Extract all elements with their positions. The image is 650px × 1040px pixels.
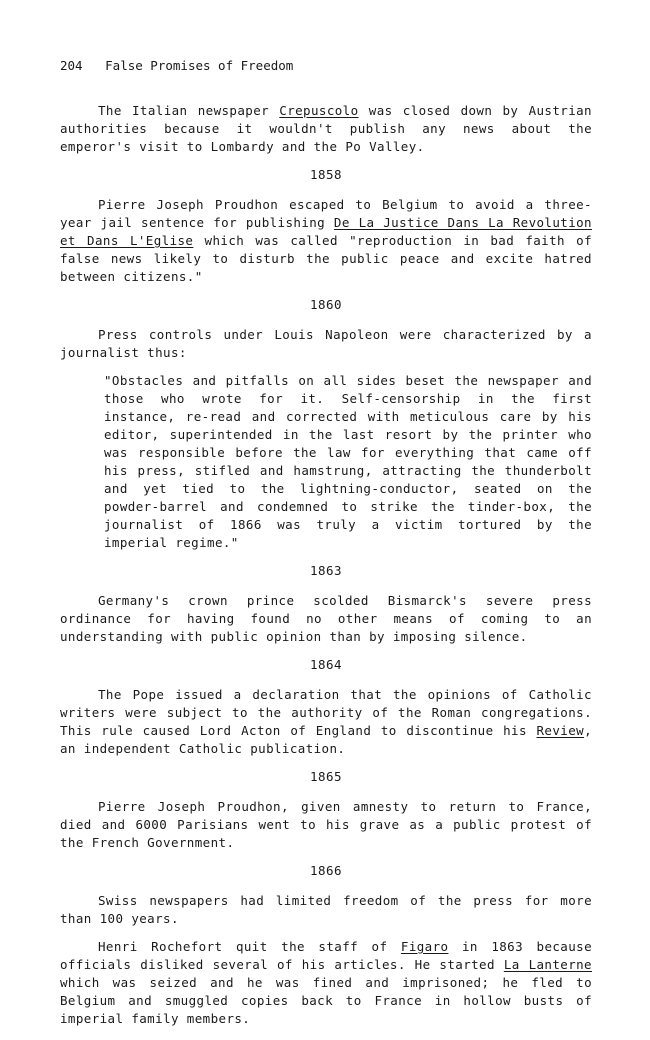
document-page bbox=[60, 57, 592, 1038]
year-heading: 1865 bbox=[309, 769, 343, 784]
paragraph bbox=[60, 196, 592, 286]
paragraph bbox=[60, 892, 592, 928]
text-run: Henri Rochefort quit the staff of bbox=[98, 939, 401, 954]
text-run: Pierre Joseph Proudhon escaped to Belgium to avoid a three-year jail sentence for publishing bbox=[60, 197, 592, 230]
year-heading: 1863 bbox=[309, 563, 343, 578]
running-head bbox=[60, 57, 592, 75]
underlined-title: Review bbox=[536, 723, 585, 738]
underlined-title: La Lanterne bbox=[503, 957, 592, 972]
paragraph bbox=[60, 102, 592, 156]
document-body bbox=[60, 102, 592, 1028]
text-run: in 1863 because officials disliked several of his articles. He started bbox=[60, 939, 592, 972]
text-run: "Obstacles and pitfalls on all sides beset the newspaper and those who wrote for it. Self-censorship in the first instance, re-read and corrected with meticulous care by his editor, superintended in the last resort by the printer who was responsible before the law for everything that came off his press, stifled and hamstrung, attracting the thunderbolt and yet tied to the lightning-conductor, seated on the powder-barrel and condemned to strike the tinder-box, the journalist of 1866 was truly a victim tortured by the imperial regime." bbox=[104, 373, 592, 550]
text-run: The Italian newspaper bbox=[98, 103, 280, 118]
text-run: Press controls under Louis Napoleon were characterized by a journalist thus: bbox=[60, 327, 592, 360]
text-run: which was called "reproduction in bad faith of false news likely to disturb the public peace and excite hatred between citizens." bbox=[60, 233, 593, 284]
year-heading: 1860 bbox=[309, 297, 343, 312]
paragraph bbox=[60, 686, 592, 758]
year-heading: 1866 bbox=[309, 863, 343, 878]
text-run: which was seized and he was fined and imprisoned; he fled to Belgium and smuggled copies back to France in hollow busts of imperial family members. bbox=[60, 975, 592, 1026]
underlined-title: Figaro bbox=[400, 939, 449, 954]
year-heading: 1864 bbox=[309, 657, 343, 672]
paragraph bbox=[60, 592, 592, 646]
page-number: 204 bbox=[60, 58, 83, 73]
text-run: Germany's crown prince scolded Bismarck's severe press ordinance for having found no other means of coming to an understanding with public opinion than by imposing silence. bbox=[60, 593, 592, 644]
paragraph bbox=[60, 938, 592, 1028]
text-run: Swiss newspapers had limited freedom of the press for more than 100 years. bbox=[60, 893, 592, 926]
text-run: , an independent Catholic publication. bbox=[60, 723, 592, 756]
text-run: The Pope issued a declaration that the opinions of Catholic writers were subject to the authority of the Roman congregations. This rule caused Lord Acton of England to discontinue his bbox=[60, 687, 592, 738]
text-run: Pierre Joseph Proudhon, given amnesty to return to France, died and 6000 Parisians went to his grave as a public protest of the French Government. bbox=[60, 799, 592, 850]
running-title: False Promises of Freedom bbox=[105, 58, 294, 73]
paragraph bbox=[60, 798, 592, 852]
underlined-title: Crepuscolo bbox=[279, 103, 359, 118]
paragraph bbox=[60, 326, 592, 362]
year-heading: 1858 bbox=[309, 167, 343, 182]
block-quote bbox=[104, 372, 592, 552]
text-run: was closed down by Austrian authorities because it wouldn't publish any news about the emperor's visit to Lombardy and the Po Valley. bbox=[60, 103, 592, 154]
underlined-title: De La Justice Dans La Revolution et Dans L'Eglise bbox=[60, 215, 592, 248]
